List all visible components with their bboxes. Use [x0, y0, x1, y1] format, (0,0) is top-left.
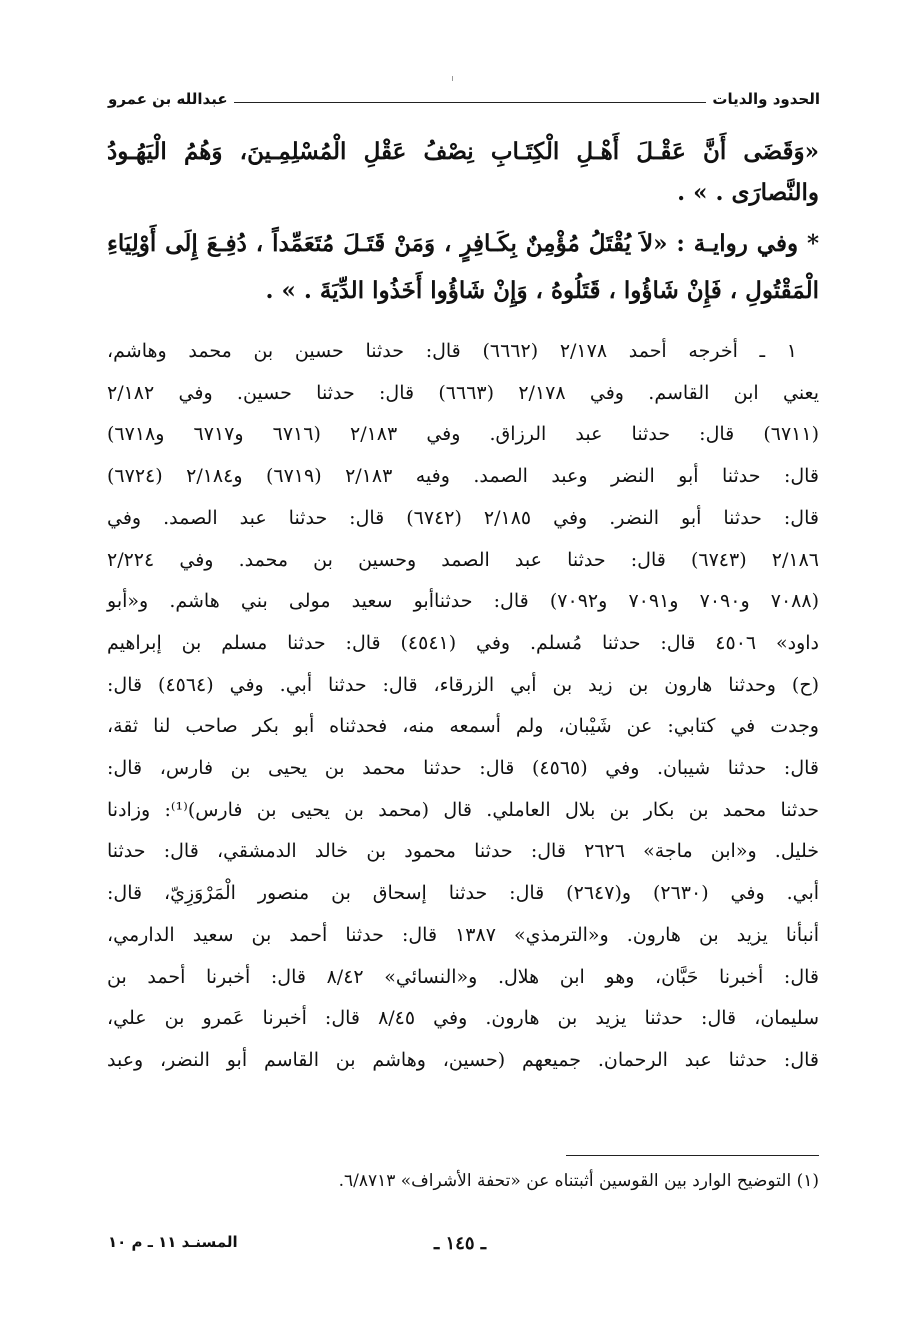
takhrij-line: (ح) وحدثنا هارون بن زيد بن أبي الزرقاء، قال: حدثنا أبي. وفي (٤٥٦٤) قال:: [107, 673, 819, 696]
takhrij-line: داود» ٤٥٠٦ قال: حدثنا مُسلم. وفي (٤٥٤١) قال: حدثنا مسلم بن إبراهيم: [107, 631, 819, 654]
takhrij-line: سليمان، قال: حدثنا يزيد بن هارون. وفي ٨/٤٥ قال: أخبرنا عَمرو بن علي،: [107, 1007, 820, 1030]
takhrij-line: خليل. و«ابن ماجة» ٢٦٢٦ قال: حدثنا محمود بن خالد الدمشقي، قال: حدثنا: [107, 840, 820, 863]
takhrij-line: قال: حدثنا عبد الرحمان. جميعهم (حسين، وهاشم بن القاسم أبو النضر، وعبد: [107, 1048, 819, 1071]
scan-mark: [452, 76, 453, 81]
takhrij-line: (٦٧١١) قال: حدثنا عبد الرزاق. وفي ٢/١٨٣ (٦٧١٦ و٦٧١٧ و٦٧١٨): [107, 423, 820, 446]
takhrij-line: أنبأنا يزيد بن هارون. و«الترمذي» ١٣٨٧ قال: حدثنا أحمد بن سعيد الدارمي،: [107, 923, 820, 946]
takhrij-line: ٢/١٨٦ (٦٧٤٣) قال: حدثنا عبد الصمد وحسين بن محمد. وفي ٢/٢٢٤: [107, 548, 820, 571]
running-header: [108, 86, 820, 112]
takhrij-line: يعني ابن القاسم. وفي ٢/١٧٨ (٦٦٦٣) قال: حدثنا حسين. وفي ٢/١٨٢: [107, 381, 820, 404]
page-number: ـ ١٤٥ ـ: [433, 1233, 487, 1254]
signature-mark: المسنـد ١١ ـ م ١٠: [108, 1233, 238, 1251]
header-rule: [234, 102, 707, 103]
riwaya-line: الْمَقْتُولِ ، فَإِنْ شَاؤُوا ، قَتَلُوهُ ، وَإِنْ شَاؤُوا أَخَذُوا الدِّيَةَ . » .: [265, 277, 819, 304]
takhrij-line: أبي. وفي (٢٦٣٠) و(٢٦٤٧) قال: حدثنا إسحاق بن منصور الْمَرْوَزِيّ، قال:: [107, 882, 820, 905]
takhrij-line: حدثنا محمد بن بكار بن بلال العاملي. قال (محمد بن يحيى بن فارس)⁽¹⁾: وزادنا: [107, 798, 819, 821]
takhrij-line: قال: أخبرنا حَبَّان، وهو ابن هلال. و«النسائي» ٨/٤٢ قال: أخبرنا أحمد بن: [107, 965, 819, 988]
quote-line: والنَّصارَى . » .: [677, 179, 819, 206]
takhrij-line: قال: حدثنا أبو النضر. وفي ٢/١٨٥ (٦٧٤٢) قال: حدثنا عبد الصمد. وفي: [107, 506, 819, 529]
takhrij-line: قال: حدثنا شيبان. وفي (٤٥٦٥) قال: حدثنا محمد بن يحيى بن فارس، قال:: [107, 757, 819, 779]
takhrij-line: وجدت في كتابي: عن شَيْبان، ولم أسمعه منه، فحدثناه أبو بكر صاحب لنا ثقة،: [107, 715, 819, 738]
takhrij-line: (٧٠٨٨ و٧٠٩٠ و٧٠٩١ و٧٠٩٢) قال: حدثناأبو سعيد مولى بني هاشم. و«أبو: [107, 590, 820, 613]
takhrij-line: قال: حدثنا أبو النضر وعبد الصمد. وفيه ٢/١٨٣ (٦٧١٩) و٢/١٨٤ (٦٧٢٤): [107, 465, 820, 488]
section-title: عبدالله بن عمرو: [108, 90, 228, 108]
takhrij-line: ١ ـ أخرجه أحمد ٢/١٧٨ (٦٦٦٢) قال: حدثنا حسين بن محمد وهاشم،: [107, 340, 798, 362]
riwaya-line: * وفي روايـة : «لاَ يُقْتَلُ مُؤْمِنٌ بِكَـافِرٍ ، وَمَنْ قَتَـلَ مُتَعَمِّداً ، دُفِـعَ إِلَى أَوْلِيَاءِ: [107, 230, 819, 257]
footnote-rule: [566, 1155, 819, 1156]
quote-line: «وَقَضَى أَنَّ عَقْـلَ أَهْـلِ الْكِتَـابِ نِصْفُ عَقْلِ الْمُسْلِمِـينَ، وَهُمُ الْيَهُـودُ: [107, 138, 819, 165]
footnote: (١) التوضيح الوارد بين القوسين أثبتناه عن «تحفة الأشراف» ٦/٨٧١٣.: [338, 1171, 819, 1191]
chapter-title: الحدود والديات: [712, 90, 820, 108]
